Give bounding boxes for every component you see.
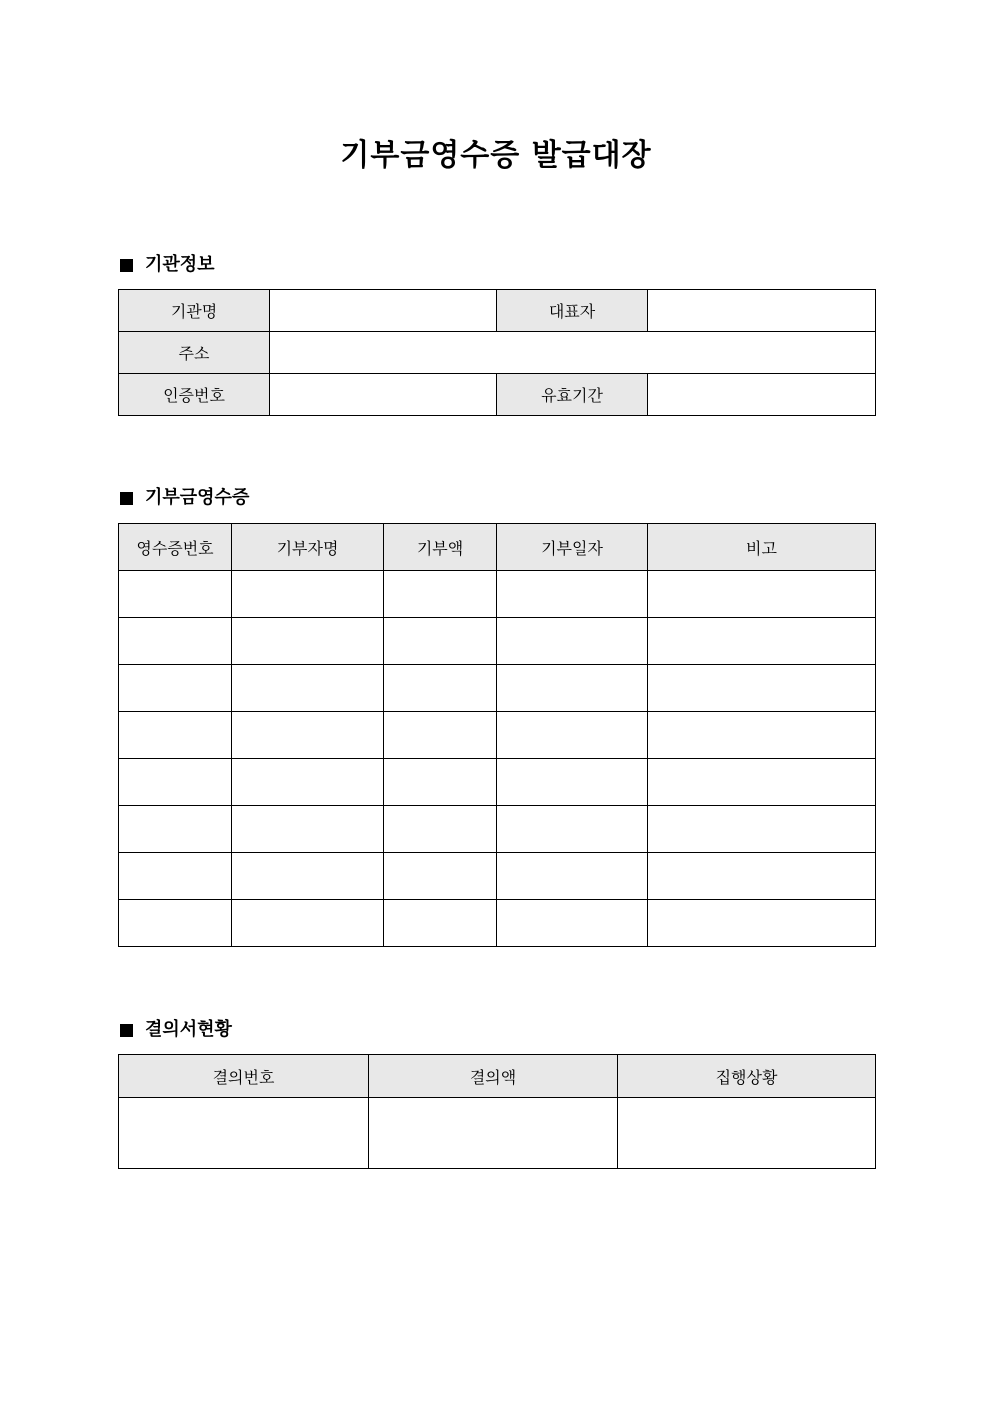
date-cell[interactable] — [497, 665, 648, 712]
section-heading-receipt-label: 기부금영수증 — [145, 487, 250, 508]
receipt-no-cell[interactable] — [119, 618, 232, 665]
validity-label: 유효기간 — [497, 374, 648, 416]
info-row-cert — [119, 374, 876, 416]
amount-cell[interactable] — [384, 712, 497, 759]
section-heading-receipt — [120, 486, 249, 510]
receipt-no-cell[interactable] — [119, 571, 232, 618]
donor-name-cell[interactable] — [232, 900, 384, 947]
info-table — [118, 289, 876, 416]
receipt-header-row — [119, 524, 876, 571]
execution-status-field[interactable] — [618, 1098, 876, 1169]
amount-cell[interactable] — [384, 900, 497, 947]
org-name-field[interactable] — [270, 290, 497, 332]
amount-cell[interactable] — [384, 618, 497, 665]
date-cell[interactable] — [497, 759, 648, 806]
section-heading-info-label: 기관정보 — [145, 254, 215, 275]
table-row — [119, 712, 876, 759]
column-header-resolution-no: 결의번호 — [119, 1055, 369, 1098]
date-cell[interactable] — [497, 571, 648, 618]
receipt-no-cell[interactable] — [119, 806, 232, 853]
address-label: 주소 — [119, 332, 270, 374]
table-row — [119, 759, 876, 806]
section-heading-resolution — [120, 1018, 232, 1042]
amount-cell[interactable] — [384, 571, 497, 618]
column-header-donor-name: 기부자명 — [232, 524, 384, 571]
amount-cell[interactable] — [384, 806, 497, 853]
amount-cell[interactable] — [384, 665, 497, 712]
donor-name-cell[interactable] — [232, 806, 384, 853]
receipt-body — [119, 571, 876, 947]
remarks-cell[interactable] — [648, 806, 876, 853]
table-row — [119, 618, 876, 665]
column-header-date: 기부일자 — [497, 524, 648, 571]
column-header-receipt-no: 영수증번호 — [119, 524, 232, 571]
amount-cell[interactable] — [384, 853, 497, 900]
date-cell[interactable] — [497, 853, 648, 900]
donor-name-cell[interactable] — [232, 571, 384, 618]
representative-label: 대표자 — [497, 290, 648, 332]
date-cell[interactable] — [497, 900, 648, 947]
column-header-resolution-amount: 결의액 — [369, 1055, 618, 1098]
receipt-table — [118, 523, 876, 947]
table-row — [119, 571, 876, 618]
remarks-cell[interactable] — [648, 618, 876, 665]
org-name-label: 기관명 — [119, 290, 270, 332]
remarks-cell[interactable] — [648, 571, 876, 618]
representative-field[interactable] — [648, 290, 876, 332]
square-bullet-icon — [120, 259, 133, 272]
amount-cell[interactable] — [384, 759, 497, 806]
receipt-no-cell[interactable] — [119, 665, 232, 712]
resolution-amount-field[interactable] — [369, 1098, 618, 1169]
donor-name-cell[interactable] — [232, 853, 384, 900]
square-bullet-icon — [120, 492, 133, 505]
resolution-header-row — [119, 1055, 876, 1098]
square-bullet-icon — [120, 1024, 133, 1037]
validity-field[interactable] — [648, 374, 876, 416]
table-row — [119, 900, 876, 947]
address-field[interactable] — [270, 332, 876, 374]
cert-no-field[interactable] — [270, 374, 497, 416]
receipt-no-cell[interactable] — [119, 900, 232, 947]
remarks-cell[interactable] — [648, 759, 876, 806]
donor-name-cell[interactable] — [232, 759, 384, 806]
table-row — [119, 853, 876, 900]
date-cell[interactable] — [497, 806, 648, 853]
section-heading-resolution-label: 결의서현황 — [145, 1019, 232, 1040]
receipt-no-cell[interactable] — [119, 759, 232, 806]
resolution-table — [118, 1054, 876, 1169]
info-row-address — [119, 332, 876, 374]
table-row — [119, 806, 876, 853]
donor-name-cell[interactable] — [232, 712, 384, 759]
page-title: 기부금영수증 발급대장 — [340, 138, 652, 173]
column-header-amount: 기부액 — [384, 524, 497, 571]
column-header-execution-status: 집행상황 — [618, 1055, 876, 1098]
donor-name-cell[interactable] — [232, 618, 384, 665]
table-row — [119, 665, 876, 712]
section-heading-info — [120, 253, 215, 277]
remarks-cell[interactable] — [648, 853, 876, 900]
resolution-no-field[interactable] — [119, 1098, 369, 1169]
info-row-org — [119, 290, 876, 332]
resolution-row — [119, 1098, 876, 1169]
receipt-no-cell[interactable] — [119, 853, 232, 900]
receipt-no-cell[interactable] — [119, 712, 232, 759]
date-cell[interactable] — [497, 618, 648, 665]
remarks-cell[interactable] — [648, 712, 876, 759]
date-cell[interactable] — [497, 712, 648, 759]
remarks-cell[interactable] — [648, 665, 876, 712]
cert-no-label: 인증번호 — [119, 374, 270, 416]
donor-name-cell[interactable] — [232, 665, 384, 712]
column-header-remarks: 비고 — [648, 524, 876, 571]
remarks-cell[interactable] — [648, 900, 876, 947]
